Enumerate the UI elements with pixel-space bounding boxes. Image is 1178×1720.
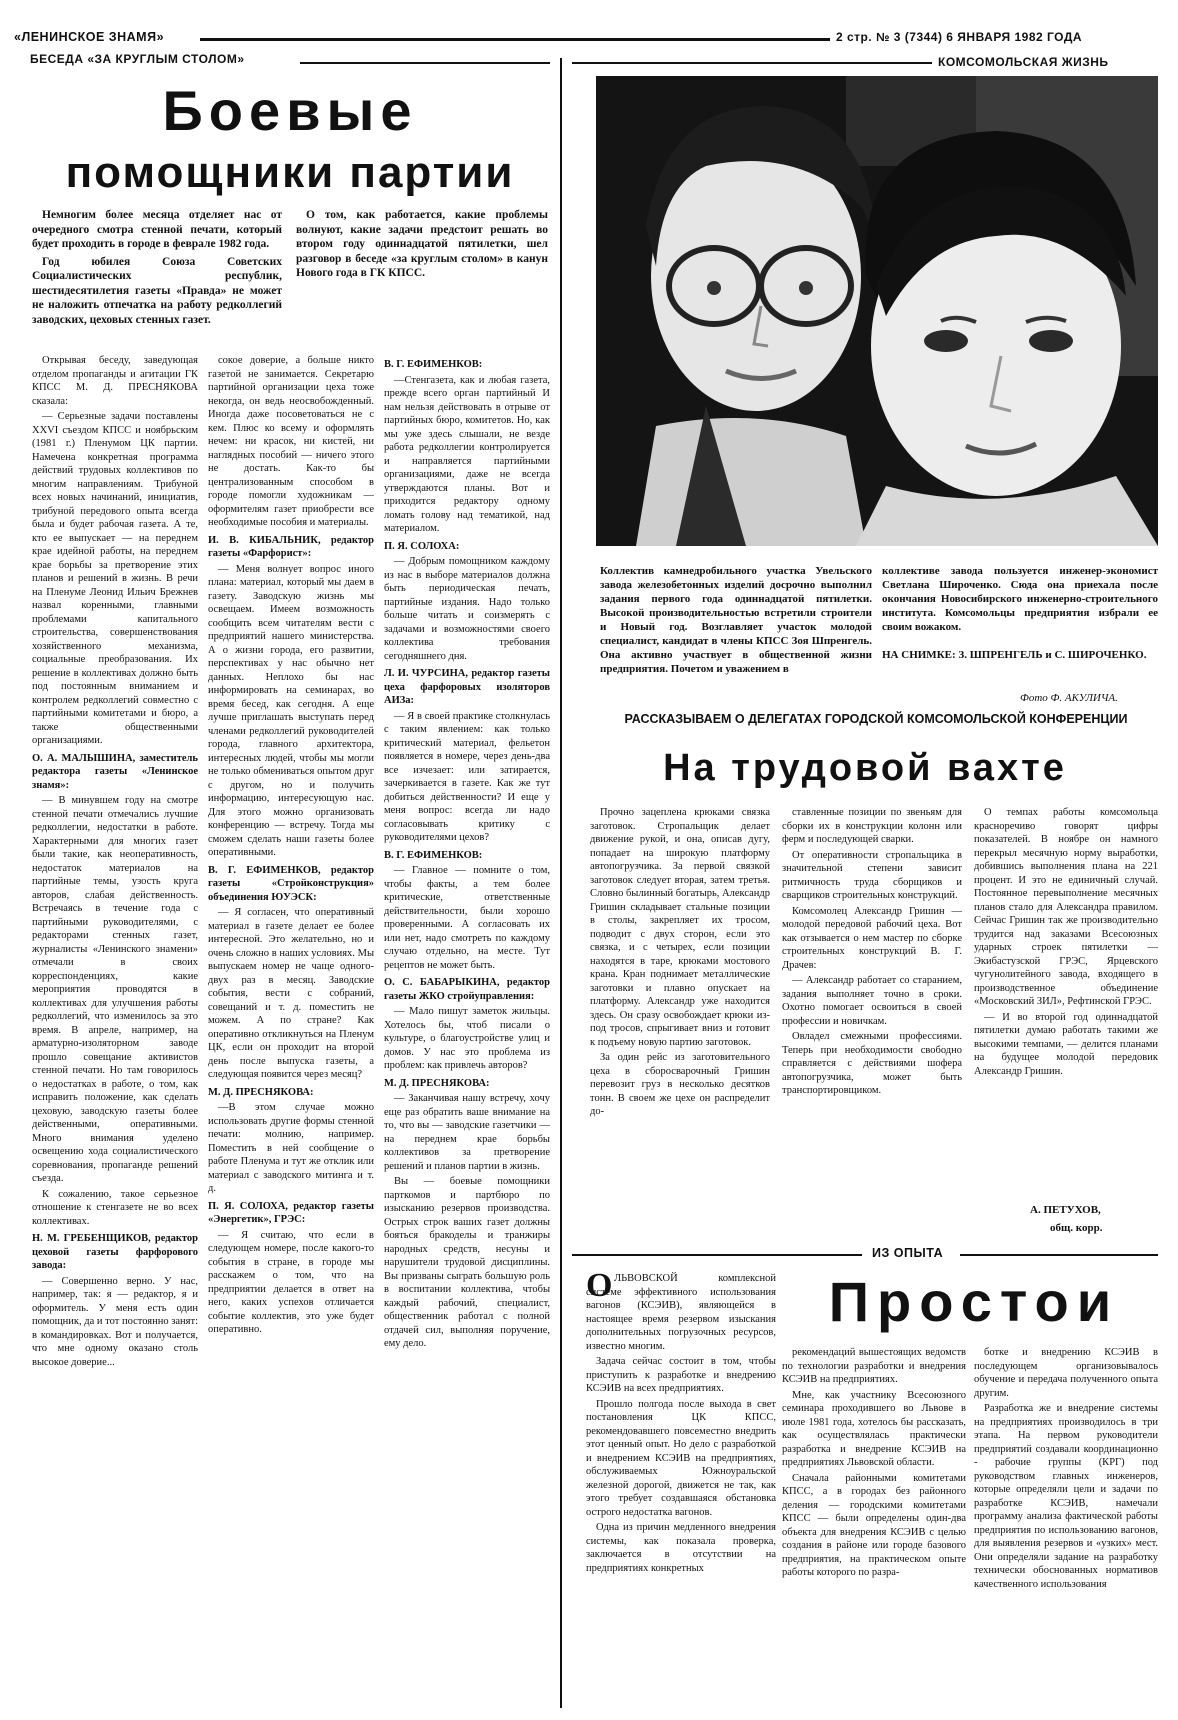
bottom-col-1	[586, 1272, 776, 1708]
paragraph: Открывая беседу, заведующая отделом пропаганды и агитации ГК КПСС М. Д. ПРЕСНЯКОВА сказала:	[32, 355, 198, 407]
paragraph: — Совершенно верно. У нас, например, так: я — редактор, я и оформитель. У меня есть один помощник, да и тот постоянно занят: в командировках. Вот и получается, что мне одному оказано столь высокое доверие...	[32, 1275, 198, 1368]
paragraph: От оперативности стропальщика в значительной степени зависит ритмичность труда сборщиков и сварщиков строительных конструкций.	[782, 849, 962, 901]
left-col-2	[208, 354, 374, 1704]
paragraph: —Стенгазета, как и любая газета, прежде всего орган партийный И нам нельзя действовать в отрыве от партийных бюро, комитетов. Но, как мы уже здесь слышали, не везде работа редколлегии контролируется и направляется партийными организациями, даже не всегда утверждаются планы. Вот и приходится редактору одному ломать голову над тематикой, над материалом.	[384, 374, 550, 534]
speaker-heading: П. Я. СОЛОХА:	[384, 540, 460, 552]
speaker-heading: В. Г. ЕФИМЕНКОВ, редактор газеты «Стройконструкция» объединения ЮУЭСК:	[208, 864, 374, 903]
paragraph: Мне, как участнику Всесоюзного семинара проходившего во Львове в июле 1981 года, хотелось бы рассказать, как осуществлялась практически разработка и внедрение КСЭИВ на предприятиях Львовской области.	[782, 1389, 966, 1468]
paragraph: — Серьезные задачи поставлены XXVI съездом КПСС и ноябрьским (1981 г.) Пленумом ЦК партии. Намечена конкретная программа действий трудовых коллективов по многим направлениям. Трибуной всех новых начинаний, инициатив, трибуной передового опыта всегда была и будет рабочая газета. А те, кто ее выпускает — на переднем крае идейной работы, на переднем крае борьбы за претворение этих планов и решений в жизнь. В речи на Пленуме Леонид Ильич Брежнев назвал коренными, главными проблемами капитального строительства, совершенствования хозяйственного механизма, социальные преобразования. Их решение в коллективах должно быть под постоянным вниманием и контролем редколлегий совместно с партийными комитетами и бюро, а также общественными организациями.	[32, 411, 198, 746]
paper-name: «ЛЕНИНСКОЕ ЗНАМЯ»	[14, 30, 165, 44]
paragraph: Вы — боевые помощники парткомов и партбюро по изысканию резервов производства. Острых строк ваших газет должны бояться бракоделы и транжиры народных средств, несуны и нарушители трудовой дисциплины. Вы призваны сыграть большую роль в воспитании коллектива, чтобы каждый рабочий, специалист, общественник работал с полной отдачей сил, выполняя поручение, ему дело.	[384, 1176, 550, 1349]
paragraph: Овладел смежными профессиями. Теперь при необходимости свободно справляется с действиями шофера автопогрузчика, может быть транспортировщиком.	[782, 1031, 962, 1096]
speaker-heading: О. С. БАБАРЫКИНА, редактор газеты ЖКО стройуправления:	[384, 977, 550, 1002]
article-kicker: РАССКАЗЫВАЕМ О ДЕЛЕГАТАХ ГОРОДСКОЙ КОМСОМОЛЬСКОЙ КОНФЕРЕНЦИИ	[624, 712, 1128, 726]
paragraph: За один рейс из заготовительного цеха в сборосварочный Гришин перевозит груз в несколько десятков тонн. В своем же цехе он распределит до-	[590, 1052, 770, 1117]
paragraph: Прошло полгода после выхода в свет постановления ЦК КПСС, рекомендовавшего повсеместно внедрить этот ценный опыт. Но дело с разработкой и внедрением КСЭИВ на предприятиях, обслуживаемых Южноуральской железной дорогой, движется не так, как этого требует создавшаяся обстановка острого недостатка вагонов.	[586, 1398, 776, 1518]
speaker-heading: Н. М. ГРЕБЕНЩИКОВ, редактор цеховой газеты фарфорового завода:	[32, 1233, 198, 1271]
paragraph: — Заканчивая нашу встречу, хочу еще раз обратить ваше внимание на то, что вы — заводские газетчики — на переднем крае борьбы коллективов за претворение решений и планов партии в жизнь.	[384, 1093, 550, 1172]
lead-paragraph: О том, как работается, какие проблемы волнуют, какие задачи предстоит решать во втором году одиннадцатой пятилетки, шел разговор в беседе «за круглым столом» в канун Нового года в ГК КПСС.	[296, 209, 548, 279]
photo-caption-col1: Коллектив камнедробильного участка Увельского завода железобетонных изделий досрочно выполнил задания первого года одиннадцатой пятилетки. Высокой производительностью встретили строители и Новый год. Возглавляет участок молодой специалист, кандидат в члены КПСС Зоя Шпренгель. Она активно участвует в общественной жизни предприятия. Почетом и уважением в	[600, 565, 872, 675]
paragraph: — Я в своей практике столкнулась с таким явлением: как только критический материал, фельетон появляется в номере, через день-два все изчезает: или затирается, зачеркивается в газете. Как же тут добиться действенности? И еще у меня вопрос: всегда ли надо согласовывать критику с руководителями цехов?	[384, 710, 550, 843]
paragraph: О темпах работы комсомольца красноречиво говорят цифры показателей. В ноябре он намного перекрыл месячную норму выработки, добившись выполнения плана на 221 процент. И это не единичный случай. Постоянное перевыполнение месячных планов стало для Александра правилом. Сейчас Гришин так же производительно трудится над заказами Всесоюзных ударных строек пятилетки — Экибастузской ГРЭС, Ярцевского чугунолитейного завода, входящего в производственное объединение «Московский ЗИЛ», Рефтинской ГРЭС.	[974, 807, 1158, 1007]
paragraph: Одна из причин медленного внедрения системы, как показала проверка, заключается в отсутствии на предприятиях конкретных	[586, 1522, 776, 1574]
portrait-photo	[596, 76, 1158, 546]
author-role: общ. корр.	[1050, 1222, 1103, 1234]
paragraph: ЛЬВОВСКОЙ комплексной системе эффективного использования вагонов (КСЭИВ), являющейся в настоящее время резервом изыскания дополнительных погрузочных ресурсов, известно многим.	[586, 1273, 776, 1352]
photo-credit: Фото Ф. АКУЛИЧА.	[1020, 692, 1118, 704]
left-col-1	[32, 354, 198, 1704]
left-col-3	[384, 354, 550, 1704]
paragraph: — Меня волнует вопрос иного плана: материал, который мы даем в газету. Заводскую жизнь мы освещаем. Имеем возможность сообщить всем читателям вести с предприятий нашего министерства. А о жизни города, его развитии, перспективах у нас обычно нет данных. Неплохо бы нас информировать на семинарах, во время бесед, как сегодня. А еще лучше приглашать выступать перед членами редколлегий руководителей города, главного архитектора, интересных людей, чтобы мы могли не только обмениваться опытом друг с другом, но и получить информацию, интересующую нас. Для этого можно организовать конференцию — встречу. Тогда мы сможем сделать наши газеты более оперативными.	[208, 563, 374, 858]
paragraph: ботке и внедрению КСЭИВ в последующем организовывалось обучение и передача полученного опыта другим.	[974, 1347, 1158, 1399]
speaker-heading: П. Я. СОЛОХА, редактор газеты «Энергетик», ГРЭС:	[208, 1200, 374, 1225]
middle-col-3	[974, 806, 1158, 1196]
issue-info: 2 стр. № 3 (7344) 6 ЯНВАРЯ 1982 ГОДА	[836, 30, 1083, 44]
speaker-heading: В. Г. ЕФИМЕНКОВ:	[384, 359, 483, 370]
portrait-photo-graphic	[596, 76, 1158, 546]
lead-paragraph: Год юбилея Союза Советских Социалистических республик, шестидесятилетия газеты «Правда» не может не наложить отпечатка на работу редколлегий заводских, цеховых стенных газет.	[32, 255, 282, 326]
paragraph: — И во второй год одиннадцатой пятилетки думаю работать такими же высокими темпами, — делится планами на будущее молодой передовик Александр Гришин.	[974, 1011, 1158, 1077]
speaker-heading: М. Д. ПРЕСНЯКОВА:	[384, 1077, 490, 1089]
left-title-line1: Боевые	[162, 79, 418, 142]
paragraph: — Мало пишут заметок жильцы. Хотелось бы, чтоб писали о культуре, о благоустройстве улиц и домов. У нас это проблема из проблем: как привлечь авторов?	[384, 1006, 550, 1071]
bottom-rubric: ИЗ ОПЫТА	[872, 1246, 944, 1260]
right-rubric-rule	[572, 62, 932, 64]
speaker-heading: О. А. МАЛЫШИНА, заместитель редактора газеты «Ленинское знамя»:	[32, 752, 198, 791]
left-rubric: БЕСЕДА «ЗА КРУГЛЫМ СТОЛОМ»	[30, 52, 245, 66]
left-rubric-rule	[300, 62, 550, 64]
paragraph: Задача сейчас состоит в том, чтобы приступить к разработке и внедрению КСЭИВ на всех предприятиях.	[586, 1356, 776, 1394]
left-title-line2: помощники партии	[65, 148, 515, 197]
speaker-heading: М. Д. ПРЕСНЯКОВА:	[208, 1086, 314, 1098]
paragraph: Сначала районными комитетами КПСС, а в городах без районного деления — городскими комитетами КПСС — были определены один-два объекта для внедрения КСЭИВ с целью создания в районе или городе базового предприятия, на практическом опыте работы которого по разра-	[782, 1472, 966, 1578]
photo-caption-col2: коллективе завода пользуется инженер-экономист Светлана Широченко. Сюда она приехала после окончания Новосибирского инженерно-строительного института. Комсомольцы предприятия избрали ее своим вожаком.	[882, 565, 1158, 633]
left-lead-col1	[32, 208, 282, 346]
photo-caption-names: НА СНИМКЕ: З. ШПРЕНГЕЛЬ и С. ШИРОЧЕНКО.	[882, 649, 1147, 661]
bottom-col-3	[974, 1346, 1158, 1708]
paragraph: —В этом случае можно использовать другие формы стенной печати: молнию, например. Поместить в ней сообщение о работе Пленума и тут же отклик или материал с заводского митинга и т. д.	[208, 1102, 374, 1194]
paragraph: — Александр работает со старанием, задания выполняет точно в сроки. Охотно помогает освоиться в своей профессии и новичкам.	[782, 975, 962, 1027]
paragraph: Разработка же и внедрение системы на предприятиях производилось в три этапа. На первом руководители предприятий создавали координационно - рабочие группы (КРГ) под руководством главных инженеров, которые определяли цели и задачи по разработке КСЭИВ, намечали программу анализа фактической работы предприятия по использованию вагонов, для выявления резервов и «узких» мест. Они определяли задание на разработку технически обоснованных нормативов качественного использования	[974, 1403, 1158, 1590]
paragraph: К сожалению, такое серьезное отношение к стенгазете не во всех коллективах.	[32, 1188, 198, 1227]
paragraph: — В минувшем году на смотре стенной печати отмечались лучшие редколлегии, недостатки в работе. Характерными для многих газет были такие, как неоперативность, недостаток материалов на партийные темы, узость круга авторов, слабая действенность. Встречаясь в течение года с партийными руководителями, с редакторами стенных газет, журналисты «Ленинского знамени» отмечали в своих корреспонденциях, какие мероприятия проводятся в коллективах для улучшения работы редколлегий, что изменилось за это время. В апреле, например, на арматурно-изоляторном заводе прошло совещание активистов стенной печати. Но там говорилось о недостатках в работе, о том, как исправить положение, как сделать цеховую, заводскую газеты более действенными, оперативными. Много внимания уделено освещению хода социалистического соревнования, пропаганде решений съезда.	[32, 795, 198, 1184]
lead-paragraph: Немногим более месяца отделяет нас от очередного смотра стенной печати, который будет проходить в городе в феврале 1982 года.	[32, 209, 282, 250]
bottom-col-2	[782, 1346, 966, 1708]
author-signature: А. ПЕТУХОВ,	[1030, 1204, 1101, 1216]
masthead-rule	[200, 38, 830, 41]
paragraph: рекомендаций вышестоящих ведомств по технологии разработки и внедрения КСЭИВ на предприятиях.	[782, 1347, 966, 1385]
article-title: На трудовой вахте	[663, 747, 1067, 789]
speaker-heading: Л. И. ЧУРСИНА, редактор газеты цеха фарфоровых изоляторов АИЗа:	[384, 668, 550, 706]
speaker-heading: И. В. КИБАЛЬНИК, редактор газеты «Фарфорист»:	[208, 534, 374, 559]
paragraph: — Я согласен, что оперативный материал в газете делает ее более интересной. Это желательно, но и очень сложно в наших условиях. Мы выпускаем номер не чаще одного-двух раз в месяц. Заводские события, вести с собраний, совещаний и т. д. поместить не можем. А по стране? Как оперативно откликнуться на Пленум ЦК, если он проходит на второй день после выпуска газеты, а следующая появится через месяц?	[208, 907, 374, 1080]
dropcap: О	[586, 1267, 613, 1304]
middle-col-2	[782, 806, 962, 1246]
paragraph: — Я считаю, что если в следующем номере, после какого-то события в стране, в городе мы расскажем о том, что на предприятии делается в ответ на него, каких успехов отличается событие коллектив, это уже будет оперативно.	[208, 1229, 374, 1335]
bottom-title: Простои	[828, 1270, 1120, 1333]
speaker-heading: В. Г. ЕФИМЕНКОВ:	[384, 849, 483, 861]
bottom-rubric-rule-right	[960, 1254, 1158, 1256]
paragraph: Прочно зацеплена крюками связка заготовок. Стропальщик делает движение рукой, и она, описав дугу, попадает на широкую платформу автопогрузчика. За первой связкой заготовок следует вторая, затем третья. Словно былинный богатырь, Александр Гришин складывает стальные позиции в столы, закрепляет их тросом, подводит с двух сторон, если это связка, и с четырех, если позиции находятся в таре, крюками мостового крана. Кран поднимает металлические заготовки и плавно опускает на платформу. Александр уже находится здесь. Он сразу освобождает крюки из-под тросов, спрыгивает вниз и готовит к подъему новую партию заготовок.	[590, 807, 770, 1048]
paragraph: Комсомолец Александр Гришин — молодой передовой рабочий цеха. Вот как отзывается о нем мастер по сборке строительных конструкций В. Г. Драчев:	[782, 905, 962, 971]
paragraph: сокое доверие, а больше никто газетой не занимается. Секретарю партийной организации цеха тоже некогда, он ведь неосвобожденный. Иногда даже посоветоваться не с кем. Плюс ко всему и оформлять нечем: ни красок, ни кистей, ни наглядных пособий — ничего этого не достать. Как-то бы централизованным способом в городе помогли художникам — оформителям газет приобрести все необходимые пособия и материалы.	[208, 355, 374, 528]
paragraph: — Добрым помощником каждому из нас в выборе материалов должна быть периодическая печать, партийные издания. Надо только больше читать и соизмерять с задачами и возможностями своего коллектива требования сегодняшнего дня.	[384, 556, 550, 662]
column-divider	[560, 58, 562, 1708]
paragraph: ставленные позиции по звеньям для сборки их в конструкции колонн или ферм и последующей сварки.	[782, 807, 962, 845]
right-rubric: КОМСОМОЛЬСКАЯ ЖИЗНЬ	[938, 55, 1109, 69]
left-lead-col2	[296, 208, 548, 346]
paragraph: — Главное — помните о том, чтобы факты, а тем более критические, ответственные действительности, были хорошо проверенными. А согласовать их или нет, надо смотреть по каждому случаю отдельно, на месте. Тут рецептов не может быть.	[384, 865, 550, 971]
bottom-rubric-rule-left	[572, 1254, 862, 1256]
middle-col-1	[590, 806, 770, 1246]
